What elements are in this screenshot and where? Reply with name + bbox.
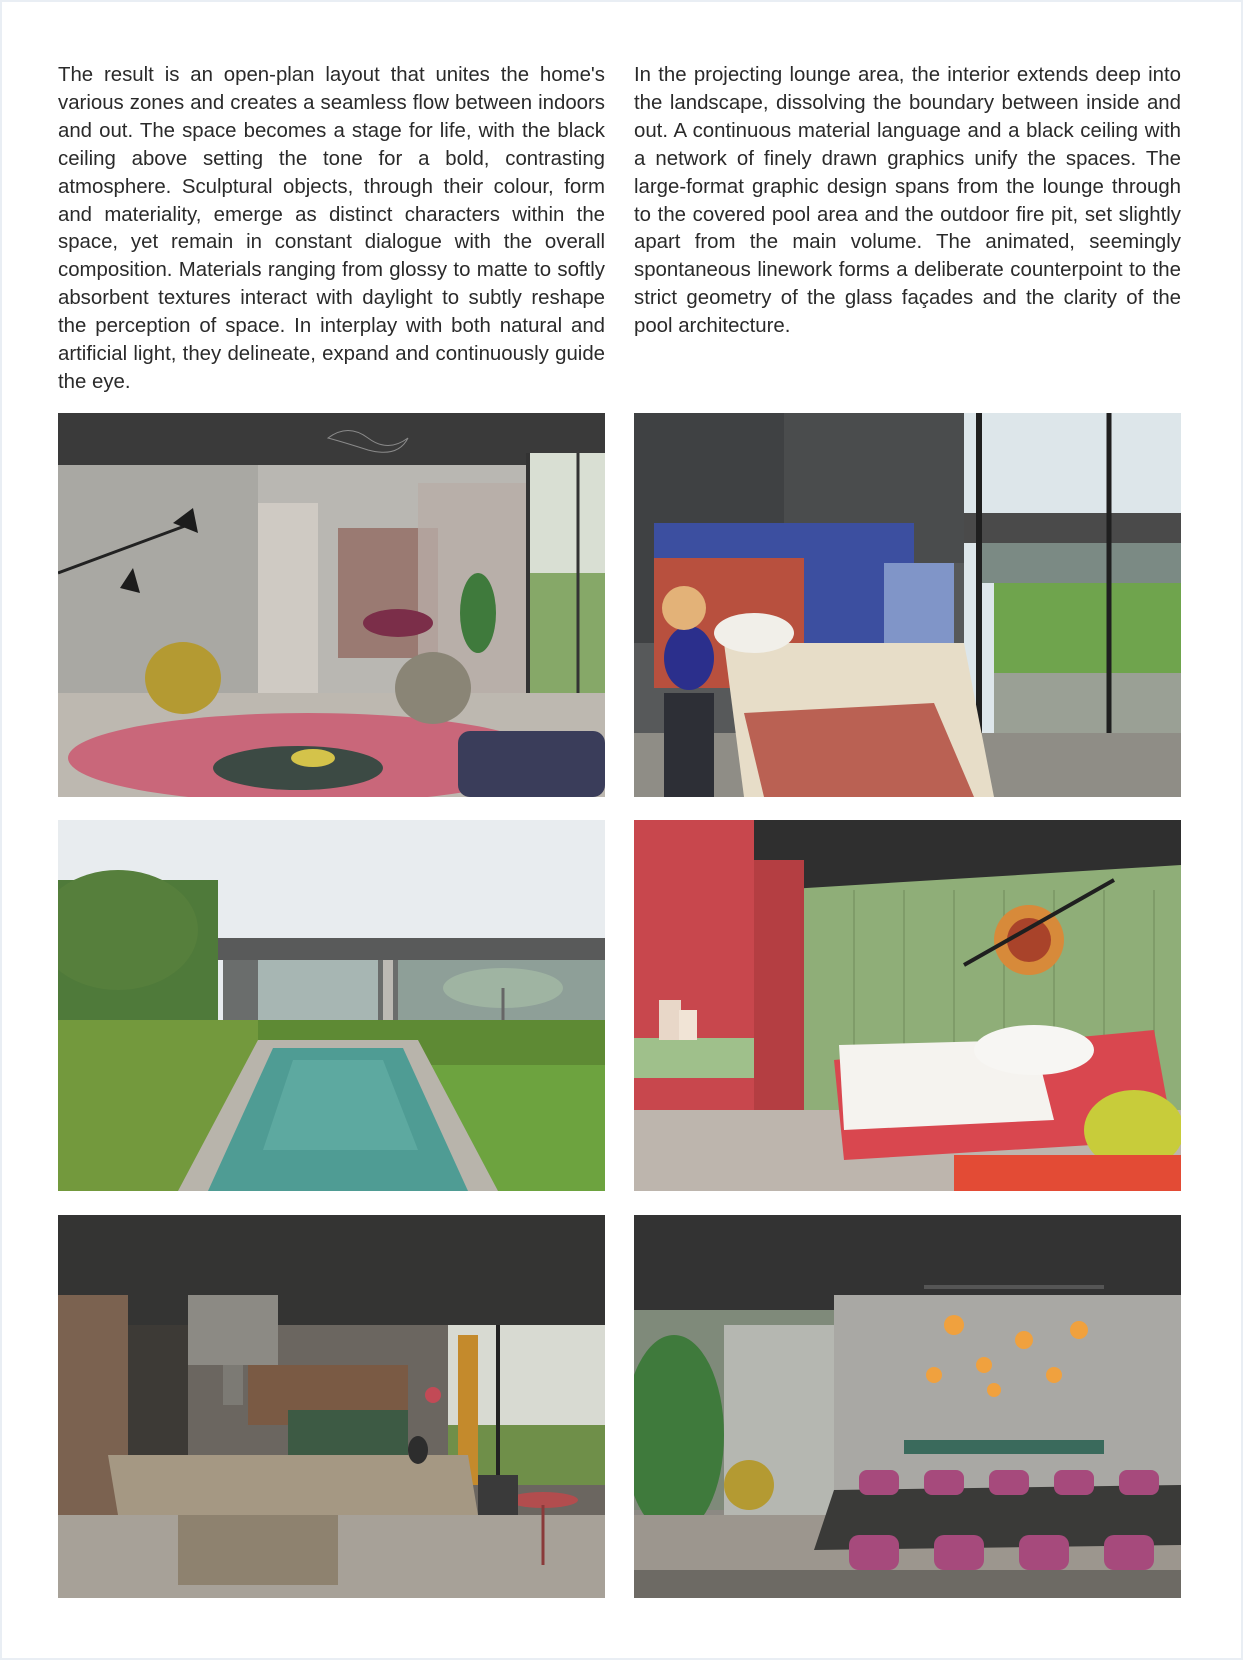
body-paragraph-left: The result is an open-plan layout that unites the home's various zones and creates a seamless flow between indoors and out. The space becomes a stage for life, with the black ceiling above setting the tone for a bold, contrasting atmosphere. Sculptural objects, through their colour, form and materiality, emerge as distinct characters within the space, yet remain in constant dialogue with the overall composition. Materials ranging from glossy to matte to softly absorbent textures interact with daylight to subtly reshape the perception of space. In interplay with both natural and artificial light, they delineate, expand and continuously guide the eye. [58,64,605,393]
photo-kitchen [58,1215,605,1598]
body-paragraph-right: In the projecting lounge area, the interior extends deep into the landscape, dissolving the boundary between inside and out. A continuous material language and a black ceiling with a network of finely drawn graphics unify the spaces. The large-format graphic design spans from the lounge through to the covered pool area and the outdoor fire pit, set slightly apart from the main volume. The animated, seemingly spontaneous linework forms a deliberate counterpoint to the strict geometry of the glass façades and the clarity of the pool architecture. [634,64,1181,338]
photo-blue-bedroom [634,413,1181,797]
photo-dining [634,1215,1181,1598]
photo-living-lounge [58,413,605,797]
photo-red-green-bedroom [634,820,1181,1191]
photo-pool [58,820,605,1191]
